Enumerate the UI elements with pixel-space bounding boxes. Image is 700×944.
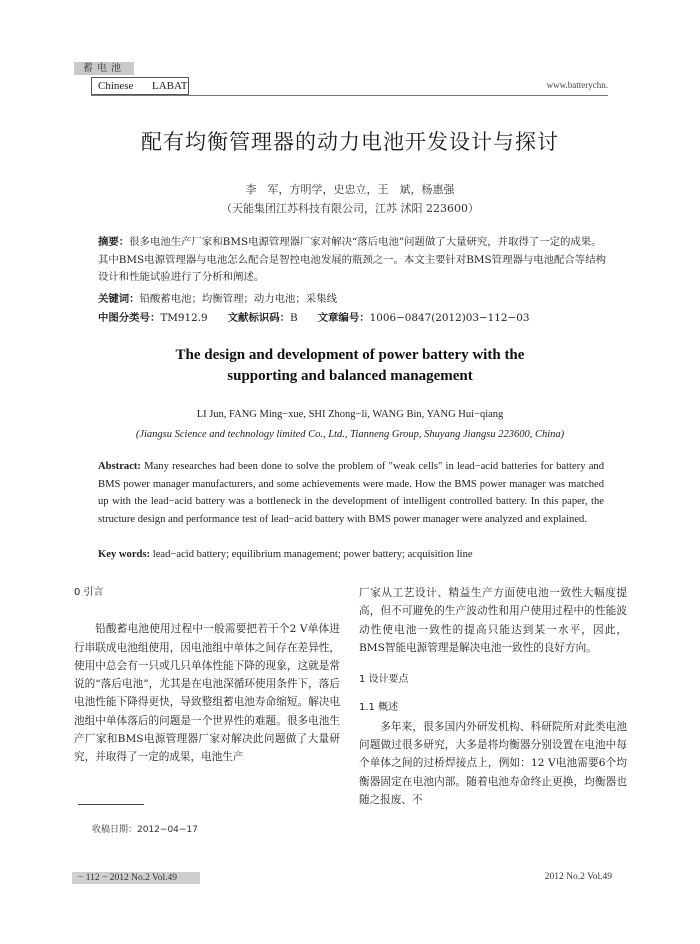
intro-paragraph: 铅酸蓄电池使用过程中一般需要把若干个2 V单体进行串联成电池组使用，因电池组中单体之间存在差异性，使用中总会有一只或几只单体性能下降的现象，这就是常说的“落后电池”，尤其是在电池深循环使用条件下，落后电池性能下降得更快，导致整组蓄电池寿命缩短。解决电池组中单体落后的问题是一个世界性的难题。很多电池生产厂家和BMS电源管理器厂家对解决此问题做了大量研究，并取得了一定的成果，电池生产 bbox=[74, 623, 340, 764]
classification-line bbox=[98, 309, 529, 324]
body-column-left bbox=[74, 584, 340, 767]
section-heading-design: 1 设计要点 bbox=[359, 674, 409, 686]
abstract-en-text: Many researches had been done to solve the problem of "weak cells" in lead−acid batteries for battery and BMS power manager manufacturers, and some achievements were made. How the BMS power manager was matched up with the lead−acid battery was a bottleneck in the development of intelligent controlled battery. In this paper, the structure design and performance test of lead−acid battery with BMS power manager were analyzed and explained. bbox=[98, 461, 604, 526]
section-tag: 蓄电池 bbox=[74, 62, 134, 75]
keywords-zh bbox=[98, 290, 337, 305]
keywords-zh-label: 关键词： bbox=[98, 293, 140, 305]
overview-paragraph: 多年来，很多国内外研发机构、科研院所对此类电池问题做过很多研究，大多是将均衡器分别设置在电池中每个单体之间的过桥焊接点上，例如：12 V电池需要6个均衡器固定在电池内部。随着电池寿命终止更换，均衡器也随之报废、不 bbox=[359, 720, 627, 806]
clc-label: 中图分类号： bbox=[98, 312, 161, 324]
article-no-label: 文章编号： bbox=[317, 312, 370, 324]
title-en-line2: supporting and balanced management bbox=[227, 368, 473, 384]
issue-footer: 2012 No.2 Vol.49 bbox=[544, 872, 612, 882]
abstract-zh bbox=[98, 234, 608, 287]
authors-zh: 李 军，方明学，史忠立，王 斌，杨惠强 bbox=[245, 183, 455, 196]
received-date: 收稿日期：2012−04−17 bbox=[92, 825, 198, 835]
body-column-right bbox=[359, 584, 627, 809]
doc-code-value: B bbox=[290, 312, 298, 324]
title-zh: 配有均衡管理器的动力电池开发设计与探讨 bbox=[141, 130, 559, 154]
keywords-zh-text: 铅酸蓄电池；均衡管理；动力电池；采集线 bbox=[139, 293, 337, 305]
affiliation-zh: （天能集团江苏科技有限公司，江苏 沭阳 223600） bbox=[221, 202, 479, 215]
abstract-en bbox=[98, 458, 604, 529]
journal-website: www.batterychn. bbox=[546, 80, 608, 90]
title-en bbox=[0, 345, 700, 387]
footnote-rule bbox=[78, 804, 144, 805]
affiliation-en: (Jiangsu Science and technology limited Co., Ltd., Tianneng Group, Shuyang Jiangsu 223600, China) bbox=[135, 429, 565, 440]
header-rule bbox=[91, 95, 608, 96]
subsection-heading-overview: 1.1 概述 bbox=[359, 702, 399, 714]
journal-header-box bbox=[91, 77, 189, 95]
keywords-en bbox=[98, 549, 473, 560]
abstract-zh-text: 很多电池生产厂家和BMS电源管理器厂家对解决“落后电池”问题做了大量研究，并取得了一定的成果。其中BMS电源管理器与电池怎么配合是智控电池发展的瓶颈之一。本文主要针对BMS管理器与电池配合等结构设计和性能试验进行了分析和阐述。 bbox=[98, 236, 606, 283]
page-number-footer: − 112 − 2012 No.2 Vol.49 bbox=[72, 872, 200, 884]
journal-code: LABAT bbox=[152, 80, 188, 92]
clc-value: TM912.9 bbox=[160, 312, 208, 324]
article-no-value: 1006−0847(2012)03−112−03 bbox=[369, 312, 530, 324]
abstract-zh-label: 摘要： bbox=[98, 236, 130, 248]
title-en-line1: The design and development of power battery with the bbox=[175, 347, 525, 363]
abstract-en-label: Abstract: bbox=[98, 461, 141, 472]
keywords-en-text: lead−acid battery; equilibrium management; power battery; acquisition line bbox=[152, 549, 473, 560]
section-heading-intro: 0 引言 bbox=[74, 587, 104, 598]
doc-code-label: 文献标识码： bbox=[227, 312, 291, 324]
authors-en: LI Jun, FANG Ming−xue, SHI Zhong−li, WANG Bin, YANG Hui−qiang bbox=[196, 409, 504, 420]
journal-name-en: Chinese bbox=[98, 80, 134, 92]
keywords-en-label: Key words: bbox=[98, 549, 151, 560]
intro-paragraph-continued: 厂家从工艺设计、精益生产方面使电池一致性大幅度提高，但不可避免的生产波动性和用户使用过程中的性能波动性使电池一致性的提高只能达到某一水平，因此，BMS智能电源管理是解决电池一致性的良好方向。 bbox=[359, 587, 627, 654]
